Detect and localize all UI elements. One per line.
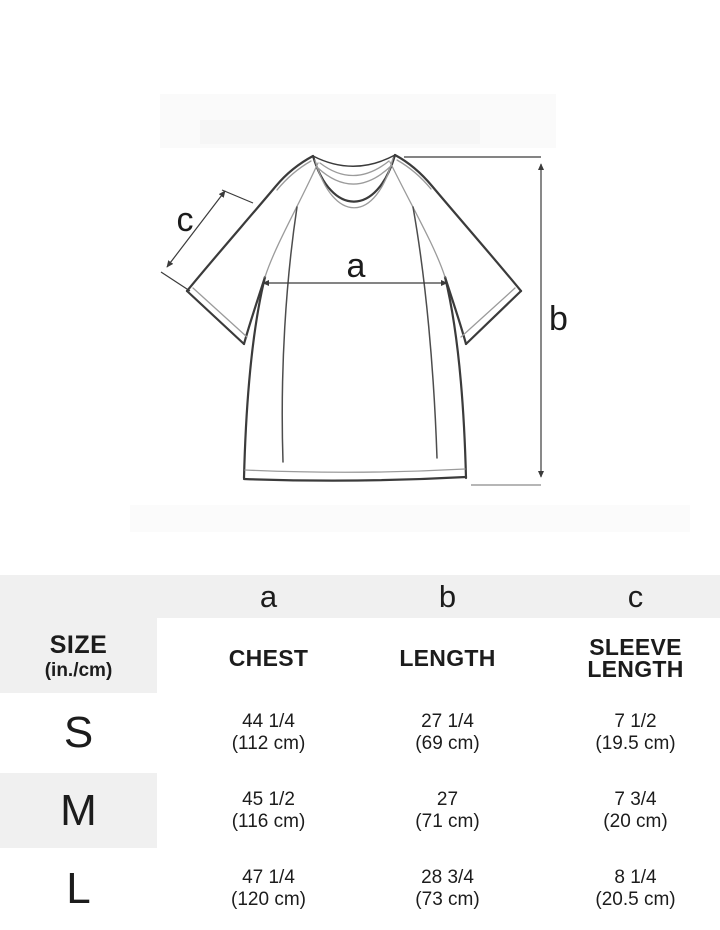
watermark-smudge-bottom — [130, 505, 690, 532]
column-header-sleeve-length — [541, 618, 720, 693]
right-sleeve-top-edge — [395, 155, 521, 291]
cell-m-length-in: 27 — [436, 788, 459, 810]
column-header-length — [358, 618, 541, 693]
left-cuff-inner-line — [193, 288, 247, 337]
cell-m-chest-in: 45 1/2 — [242, 788, 295, 810]
cell-s-sleeve — [546, 693, 720, 773]
size-header-title: SIZE — [49, 631, 108, 659]
cell-s-sleeve-in: 7 1/2 — [614, 711, 657, 732]
watermark-smudge-top2 — [200, 120, 480, 144]
cell-l-length — [356, 848, 539, 930]
left-drape-line — [282, 207, 297, 462]
right-cuff-inner-line — [461, 288, 515, 337]
cell-l-sleeve-cm: (20.5 cm) — [595, 889, 676, 910]
diagram-label-a: a — [346, 247, 366, 285]
column-header-chest — [157, 618, 358, 693]
cell-s-chest-cm: (112 cm) — [231, 733, 306, 754]
cell-m-sleeve — [546, 773, 720, 848]
left-shoulder-seam — [277, 161, 311, 190]
size-label-s-text: S — [63, 708, 94, 757]
c-extension-top — [222, 190, 253, 203]
cell-m-chest — [168, 773, 369, 848]
measure-key-c-label: c — [627, 579, 644, 614]
right-drape-line — [413, 207, 437, 458]
collar-back-edge — [313, 155, 395, 166]
size-label-m — [0, 773, 157, 848]
hem-top-line — [245, 469, 465, 472]
size-label-l — [0, 848, 157, 930]
hem-bottom-edge — [244, 477, 466, 481]
shirt-outline — [187, 155, 521, 481]
cell-l-sleeve-in: 8 1/4 — [614, 867, 657, 888]
cell-l-sleeve — [546, 848, 720, 930]
measure-key-a-label: a — [259, 579, 278, 614]
cell-l-length-in: 28 3/4 — [421, 867, 474, 888]
column-header-length-label: LENGTH — [399, 645, 496, 671]
cell-l-chest-cm: (120 cm) — [231, 889, 306, 910]
size-label-m-text: M — [60, 785, 97, 835]
cell-m-sleeve-cm: (20 cm) — [603, 810, 668, 832]
c-extension-bottom — [161, 272, 190, 291]
left-armhole-seam — [265, 163, 318, 277]
cell-l-chest-in: 47 1/4 — [242, 867, 295, 888]
cell-l-length-cm: (73 cm) — [415, 889, 480, 910]
diagram-label-b: b — [549, 300, 568, 338]
size-header-cell — [0, 618, 157, 693]
diagram-label-c: c — [176, 201, 194, 239]
cell-s-chest — [168, 693, 369, 773]
right-armhole-seam — [390, 162, 445, 277]
size-label-l-text: L — [66, 864, 91, 913]
right-cuff-edge — [466, 291, 521, 344]
cell-s-length-in: 27 1/4 — [421, 711, 474, 732]
measure-key-c — [541, 575, 720, 618]
measure-key-b-label: b — [438, 579, 457, 614]
shirt-drape-lines — [282, 207, 437, 462]
size-table — [0, 575, 720, 930]
cell-m-chest-cm: (116 cm) — [231, 810, 306, 832]
measure-key-a — [157, 575, 358, 618]
measure-key-spacer — [0, 575, 157, 618]
cell-s-chest-in: 44 1/4 — [242, 711, 295, 732]
cell-s-sleeve-cm: (19.5 cm) — [595, 733, 676, 754]
cell-s-length — [356, 693, 539, 773]
column-header-sleeve-length-label: SLEEVE LENGTH — [587, 634, 684, 682]
left-cuff-edge — [187, 291, 244, 344]
size-header-unit: (in./cm) — [44, 660, 113, 681]
column-header-chest-label: CHEST — [228, 645, 309, 671]
cell-l-chest — [168, 848, 369, 930]
cell-m-length-cm: (71 cm) — [415, 810, 480, 832]
cell-m-sleeve-in: 7 3/4 — [614, 788, 657, 810]
cell-s-length-cm: (69 cm) — [415, 733, 480, 754]
dimension-labels — [177, 201, 568, 338]
size-label-s — [0, 693, 157, 773]
measure-key-b — [358, 575, 541, 618]
shirt-seams — [193, 158, 515, 472]
cell-m-length — [356, 773, 539, 848]
